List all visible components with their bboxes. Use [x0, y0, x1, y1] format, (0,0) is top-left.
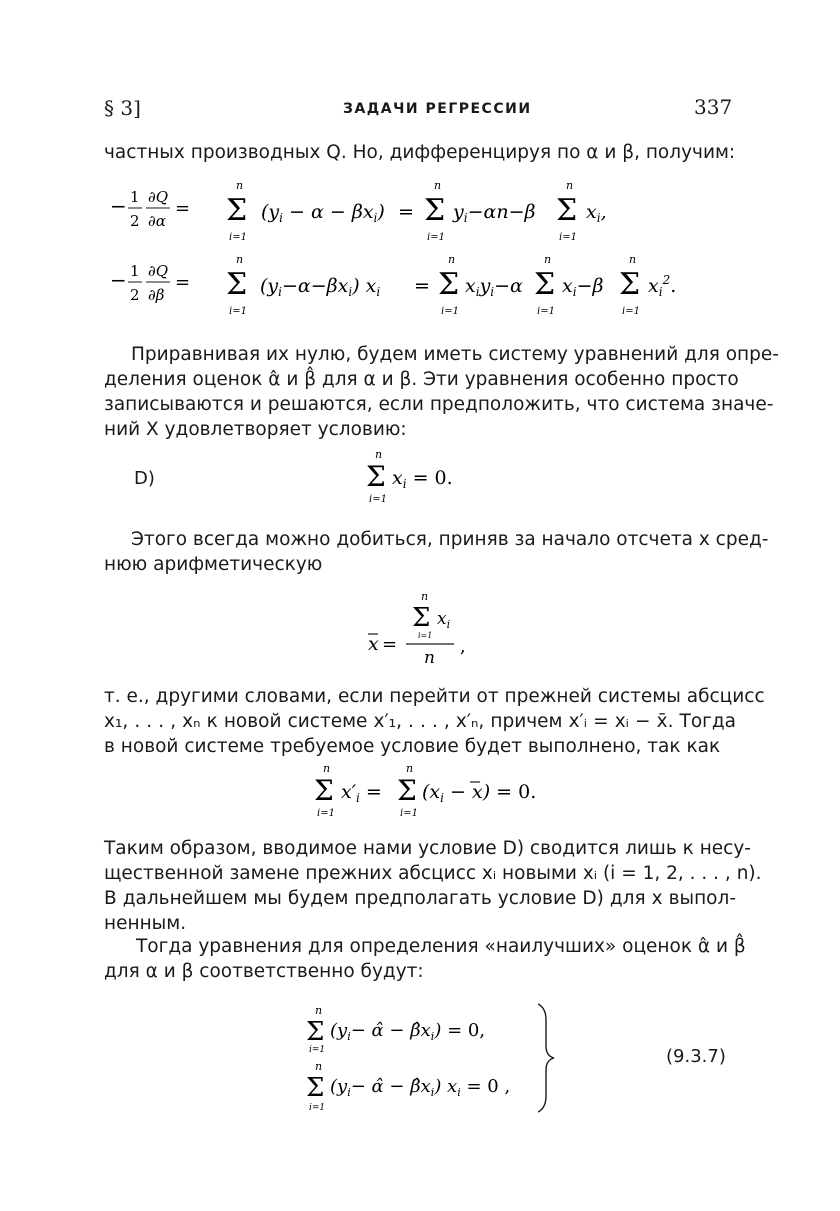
svg-text:n: n [424, 648, 435, 668]
svg-text:i=1: i=1 [400, 808, 418, 819]
svg-text:yi−αn−β: $y_i-\alpha n-\beta$ [453, 201, 536, 225]
mean-formula-graphic [366, 588, 486, 668]
svg-text:n: n [448, 254, 456, 266]
svg-text:i=1: i=1 [418, 631, 433, 640]
svg-text:x′i =: $x'_i$ = [341, 781, 382, 805]
svg-text:n: n [566, 180, 574, 192]
svg-text:n: n [421, 590, 429, 603]
svg-text:i=1: i=1 [427, 232, 445, 243]
page-number: 337 [694, 95, 733, 119]
condition-formula-graphic [366, 446, 506, 506]
svg-text:i=1: i=1 [559, 232, 577, 243]
svg-text:i=1: i=1 [369, 494, 387, 505]
svg-text:Σ: Σ [534, 267, 556, 302]
svg-text:Σ: Σ [366, 460, 386, 493]
svg-text:xiyi−α: $x_iy_i-\alpha$ [465, 275, 523, 299]
formula-d-alpha-graphic [108, 180, 708, 244]
svg-text:=: = [175, 272, 191, 293]
svg-text:=: = [398, 201, 414, 223]
svg-text:i=1: i=1 [317, 808, 335, 819]
svg-text:n: n [375, 448, 383, 461]
svg-text:xi = 0.: $x_i = 0$. [392, 467, 453, 491]
svg-text:n: n [315, 1004, 323, 1017]
paragraph-1-rest: деления оценок α̂ и β̂ для α и β. Эти уравнения особенно просто записываются и решаются, если предположить, что система значе- ний X удовлетворяет условию: [104, 369, 774, 440]
svg-text:(yi−α−βxi) xi: $(y_i-\alpha-\beta x_i)$ $x_i$ [260, 275, 381, 299]
paragraph-2-rest: нюю арифметическую [104, 554, 323, 575]
paragraph-3: т. е., другими словами, если перейти от прежней системы абсцисс x₁, . . . , xₙ к новой системе x′₁, . . . , x′ₙ, причем x′ᵢ = xᵢ − x̄. Тогда в новой системе требуемое условие будет выполнено, так как [104, 686, 765, 757]
svg-text:Σ: Σ [424, 193, 446, 228]
svg-text:i=1: i=1 [229, 306, 247, 317]
svg-text:=: = [175, 198, 191, 219]
svg-text:Σ: Σ [226, 267, 248, 302]
svg-text:Σ: Σ [412, 603, 431, 633]
svg-text:,: , [460, 636, 466, 657]
paragraph-1-first: Приравнивая их нулю, будем иметь систему уравнений для опре- [131, 344, 779, 365]
svg-text:Σ: Σ [306, 1073, 325, 1103]
svg-text:(yi− α̂ − β̂xi) = 0,: ($y_i-$ α̂ − $\betâx_i) = 0$, [330, 1020, 486, 1043]
equation-number: (9.3.7) [666, 1046, 726, 1067]
svg-text:Σ: Σ [306, 1017, 325, 1047]
section-marker: § 3] [104, 96, 141, 120]
svg-text:=: = [414, 275, 430, 297]
mean-formula [366, 588, 486, 668]
svg-text:(yi− α̂ − β̂xi) xi = 0 ,: ($y_i-$ α̂ − $\betâx_i$) $x_i = 0$ , [330, 1076, 511, 1099]
formula-d-alpha [108, 180, 708, 244]
svg-text:n: n [544, 254, 552, 266]
svg-text:∂α: ∂α [148, 212, 166, 230]
svg-text:n: n [323, 762, 331, 775]
formula-d-beta-graphic [108, 254, 708, 320]
condition-label: D) [134, 468, 155, 489]
svg-text:2: 2 [130, 212, 140, 230]
svg-text:Σ: Σ [397, 774, 417, 807]
svg-text:i=1: i=1 [622, 306, 640, 317]
svg-text:−: − [110, 268, 127, 292]
paragraph-4: Таким образом, вводимое нами условие D) сводится лишь к несу- щественной замене прежних абсцисс xᵢ новыми xᵢ (i = 1, 2, . . . , n). В дальнейшем мы будем предполагать условие D) для x выпол- ненным. [104, 838, 762, 934]
svg-text:∂β: ∂β [148, 286, 165, 304]
paragraph-2-first: Этого всегда можно добиться, приняв за начало отсчета x сред- [131, 529, 769, 550]
svg-text:i=1: i=1 [309, 1045, 326, 1055]
svg-text:n: n [434, 180, 442, 192]
shift-formula [314, 760, 554, 820]
svg-text:Σ: Σ [226, 193, 248, 228]
svg-text:n: n [629, 254, 637, 266]
paragraph-5-rest: для α и β соответственно будут: [104, 961, 424, 982]
svg-text:∂Q: ∂Q [148, 262, 169, 280]
normal-equations-graphic [306, 1000, 566, 1116]
svg-text:xi2.: $x_i^2$. [648, 273, 677, 299]
svg-text:n: n [406, 762, 414, 775]
svg-text:−: − [110, 194, 127, 218]
svg-text:i=1: i=1 [441, 306, 459, 317]
svg-text:xi: $x_i$ [437, 609, 451, 631]
svg-text:n: n [315, 1060, 323, 1073]
svg-text:(yi − α − βxi): $(y_i - \alpha - \beta x_i)$ [261, 201, 385, 225]
svg-text:1: 1 [130, 188, 140, 206]
svg-text:i=1: i=1 [537, 306, 555, 317]
svg-text:Σ: Σ [619, 267, 641, 302]
paragraph-5-first: Тогда уравнения для определения «наилучших» оценок α̂ и β̂ [136, 936, 746, 957]
svg-text:=: = [382, 634, 398, 655]
running-title: ЗАДАЧИ РЕГРЕССИИ [343, 101, 532, 117]
svg-text:n: n [236, 254, 244, 266]
svg-text:xi−β: $x_i-\beta$ [562, 275, 604, 299]
svg-text:xi,: $x_i$, [586, 201, 607, 225]
svg-text:(xi − x) = 0.: $(x_i - x) = 0$. [422, 781, 537, 805]
intro-line: частных производных Q. Но, дифференцируя по α и β, получим: [104, 142, 736, 163]
shift-formula-graphic [314, 760, 554, 820]
svg-text:Σ: Σ [314, 774, 334, 807]
svg-text:1: 1 [130, 262, 140, 280]
formula-d-beta [108, 254, 708, 320]
svg-text:Σ: Σ [438, 267, 460, 302]
svg-text:x: x [368, 633, 379, 655]
normal-equations-system [306, 1000, 566, 1116]
svg-text:n: n [236, 180, 244, 192]
svg-text:i=1: i=1 [309, 1103, 326, 1113]
svg-text:Σ: Σ [556, 193, 578, 228]
svg-text:2: 2 [130, 286, 140, 304]
svg-text:i=1: i=1 [229, 232, 247, 243]
condition-formula [366, 446, 506, 506]
svg-text:∂Q: ∂Q [148, 188, 169, 206]
